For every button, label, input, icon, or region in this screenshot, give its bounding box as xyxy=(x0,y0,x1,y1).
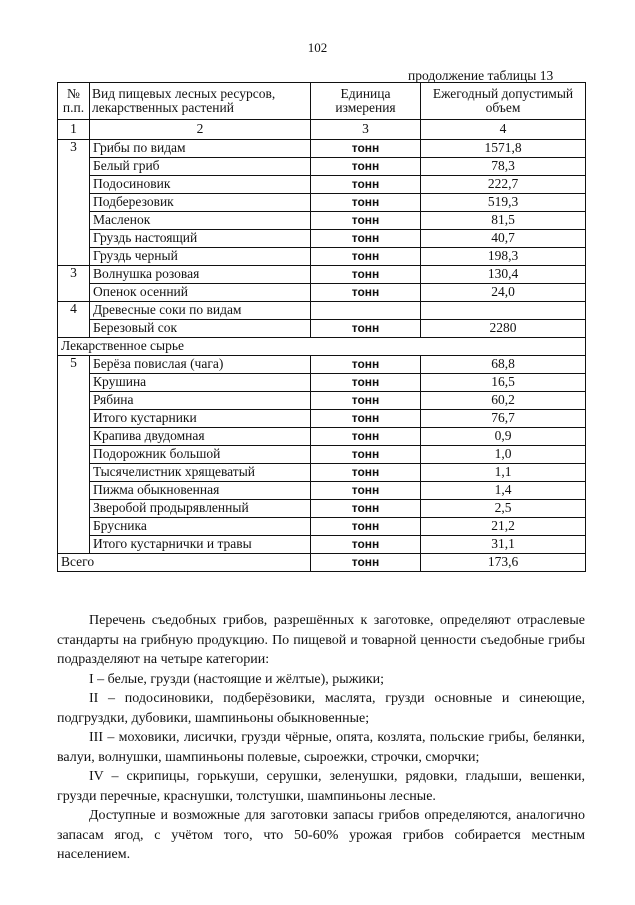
volume-cell: 31,1 xyxy=(421,536,586,554)
unit-cell xyxy=(311,302,421,320)
volume-cell: 2280 xyxy=(421,320,586,338)
resource-name: Древесные соки по видам xyxy=(90,302,311,320)
table-row xyxy=(58,500,586,518)
volume-cell: 198,3 xyxy=(421,248,586,266)
table-row xyxy=(58,410,586,428)
volume-cell: 81,5 xyxy=(421,212,586,230)
unit-cell: тонн xyxy=(311,212,421,230)
table-row xyxy=(58,464,586,482)
total-unit: тонн xyxy=(311,554,421,572)
col-number: 2 xyxy=(90,120,311,140)
unit-cell: тонн xyxy=(311,446,421,464)
row-number: 3 xyxy=(58,140,90,266)
unit-cell: тонн xyxy=(311,158,421,176)
volume-cell: 68,8 xyxy=(421,356,586,374)
table-row xyxy=(58,392,586,410)
table-row xyxy=(58,536,586,554)
page-number: 102 xyxy=(307,40,328,55)
unit-cell: тонн xyxy=(311,356,421,374)
table-row xyxy=(58,194,586,212)
resource-name: Пижма обыкновенная xyxy=(90,482,311,500)
row-number: 3 xyxy=(58,266,90,302)
volume-cell: 130,4 xyxy=(421,266,586,284)
resource-name: Берёза повислая (чага) xyxy=(90,356,311,374)
unit-cell: тонн xyxy=(311,392,421,410)
paragraph: I – белые, грузди (настоящие и жёлтые), рыжики; xyxy=(89,671,385,687)
table-row xyxy=(58,176,586,194)
unit-cell: тонн xyxy=(311,410,421,428)
paragraph: II – подосиновики, подберёзовики, маслята, грузди основные и синеющие, подгруздки, дубовики, шампиньоны обыкновенные; xyxy=(57,691,585,726)
table-row xyxy=(58,518,586,536)
column-numbers-row xyxy=(58,120,586,140)
table-caption: продолжение таблицы 13 xyxy=(408,68,554,83)
resource-name: Масленок xyxy=(90,212,311,230)
table-row xyxy=(58,374,586,392)
section-row xyxy=(58,338,586,356)
table-row xyxy=(58,266,586,284)
volume-cell: 1,0 xyxy=(421,446,586,464)
unit-cell: тонн xyxy=(311,374,421,392)
total-label: Всего xyxy=(58,554,311,572)
paragraph: IV – скрипицы, горькуши, серушки, зеленушки, рядовки, гладыши, вешенки, грузди перечные, краснушки, толстушки, шампиньоны лесные. xyxy=(57,769,585,804)
resource-name: Опенок осенний xyxy=(90,284,311,302)
unit-cell: тонн xyxy=(311,500,421,518)
unit-cell: тонн xyxy=(311,428,421,446)
resource-name: Итого кустарнички и травы xyxy=(90,536,311,554)
unit-cell: тонн xyxy=(311,194,421,212)
table-row xyxy=(58,356,586,374)
volume-cell: 519,3 xyxy=(421,194,586,212)
paragraph: Перечень съедобных грибов, разрешённых к заготовке, определяют отраслевые стандарты на грибную продукцию. По пищевой и товарной ценности съедобные грибы подразделяют на четыре категории: xyxy=(57,613,585,667)
volume-cell: 24,0 xyxy=(421,284,586,302)
table-row xyxy=(58,248,586,266)
total-row xyxy=(58,554,586,572)
row-number: 4 xyxy=(58,302,90,338)
resource-name: Подосиновик xyxy=(90,176,311,194)
resource-name: Волнушка розовая xyxy=(90,266,311,284)
resource-name: Тысячелистник хрящеватый xyxy=(90,464,311,482)
header-volume: Ежегодный допустимый объем xyxy=(421,83,586,120)
unit-cell: тонн xyxy=(311,248,421,266)
volume-cell: 76,7 xyxy=(421,410,586,428)
unit-cell: тонн xyxy=(311,536,421,554)
table-row xyxy=(58,140,586,158)
resource-name: Подорожник большой xyxy=(90,446,311,464)
table-row xyxy=(58,302,586,320)
volume-cell: 0,9 xyxy=(421,428,586,446)
paragraph: Доступные и возможные для заготовки запасы грибов определяются, аналогично запасам ягод, с учётом того, что 50-60% урожая грибов собирается местным населением. xyxy=(57,808,585,862)
body-text xyxy=(57,611,585,865)
table-row xyxy=(58,428,586,446)
volume-cell: 78,3 xyxy=(421,158,586,176)
paragraph: III – моховики, лисички, грузди чёрные, опята, козлята, польские грибы, белянки, валуи, волнушки, шампиньоны полевые, сыроежки, строчки, сморчки; xyxy=(57,730,585,765)
volume-cell: 2,5 xyxy=(421,500,586,518)
unit-cell: тонн xyxy=(311,518,421,536)
col-number: 3 xyxy=(311,120,421,140)
header-unit: Единица измерения xyxy=(311,83,421,120)
resource-name: Белый гриб xyxy=(90,158,311,176)
resource-name: Рябина xyxy=(90,392,311,410)
volume-cell: 1,4 xyxy=(421,482,586,500)
volume-cell: 60,2 xyxy=(421,392,586,410)
table-row xyxy=(58,320,586,338)
table-row xyxy=(58,212,586,230)
col-number: 1 xyxy=(58,120,90,140)
table-row xyxy=(58,446,586,464)
row-number: 5 xyxy=(58,356,90,554)
resource-name: Итого кустарники xyxy=(90,410,311,428)
resource-name: Подберезовик xyxy=(90,194,311,212)
section-label: Лекарственное сырье xyxy=(58,338,586,356)
unit-cell: тонн xyxy=(311,140,421,158)
unit-cell: тонн xyxy=(311,230,421,248)
unit-cell: тонн xyxy=(311,176,421,194)
header-num: № п.п. xyxy=(58,83,90,120)
resource-name: Груздь черный xyxy=(90,248,311,266)
header-name: Вид пищевых лесных ресурсов, лекарственных растений xyxy=(90,83,311,120)
unit-cell: тонн xyxy=(311,482,421,500)
volume-cell: 222,7 xyxy=(421,176,586,194)
table-row xyxy=(58,482,586,500)
volume-cell: 1571,8 xyxy=(421,140,586,158)
volume-cell: 16,5 xyxy=(421,374,586,392)
volume-cell: 1,1 xyxy=(421,464,586,482)
volume-cell: 21,2 xyxy=(421,518,586,536)
resource-name: Груздь настоящий xyxy=(90,230,311,248)
table-header-row xyxy=(58,83,586,120)
resources-table xyxy=(57,82,586,572)
resource-name: Зверобой продырявленный xyxy=(90,500,311,518)
table-row xyxy=(58,284,586,302)
unit-cell: тонн xyxy=(311,266,421,284)
resource-name: Грибы по видам xyxy=(90,140,311,158)
unit-cell: тонн xyxy=(311,320,421,338)
table-row xyxy=(58,158,586,176)
volume-cell: 40,7 xyxy=(421,230,586,248)
volume-cell xyxy=(421,302,586,320)
total-value: 173,6 xyxy=(421,554,586,572)
resource-name: Крапива двудомная xyxy=(90,428,311,446)
table-row xyxy=(58,230,586,248)
resource-name: Крушина xyxy=(90,374,311,392)
resource-name: Брусника xyxy=(90,518,311,536)
unit-cell: тонн xyxy=(311,464,421,482)
unit-cell: тонн xyxy=(311,284,421,302)
resource-name: Березовый сок xyxy=(90,320,311,338)
col-number: 4 xyxy=(421,120,586,140)
